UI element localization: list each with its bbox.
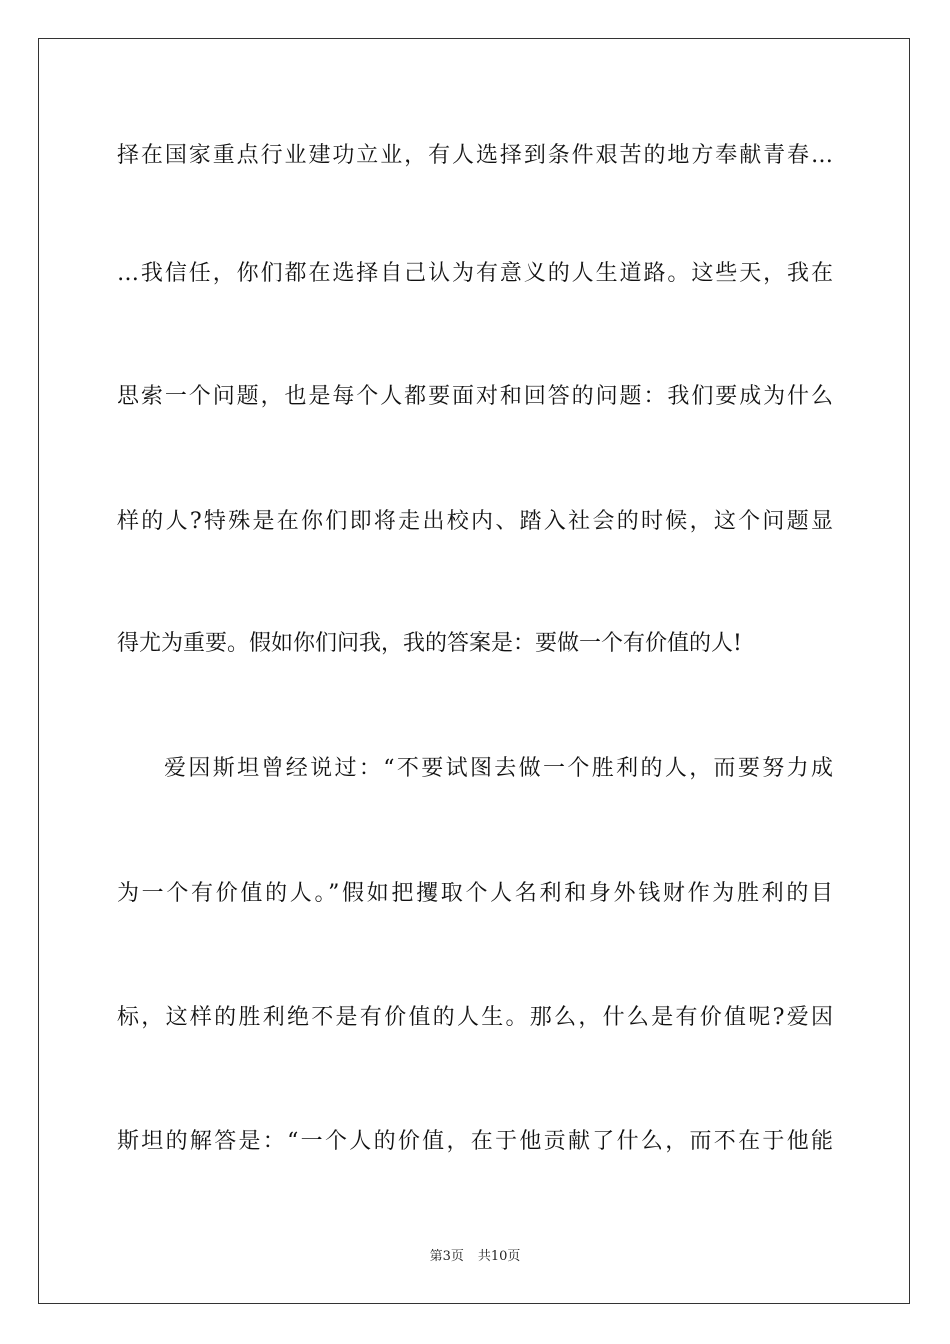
page-number: 第3页 xyxy=(429,1249,464,1264)
body-text-line: 斯坦的解答是：“一个人的价值，在于他贡献了什么，而不在于他能 xyxy=(117,1129,833,1154)
page-total: 共10页 xyxy=(477,1249,521,1264)
body-text-line: 为一个有价值的人。”假如把攫取个人名利和身外钱财作为胜利的目 xyxy=(117,881,833,906)
page-footer xyxy=(0,1248,950,1266)
body-text-line: 标，这样的胜利绝不是有价值的人生。那么，什么是有价值呢?爱因 xyxy=(117,1005,833,1030)
body-text-line: 样的人?特殊是在你们即将走出校内、踏入社会的时候，这个问题显 xyxy=(117,509,833,534)
body-text-line: 择在国家重点行业建功立业，有人选择到条件艰苦的地方奉献青春… xyxy=(117,143,833,168)
body-text-line: …我信任，你们都在选择自己认为有意义的人生道路。这些天，我在 xyxy=(117,261,833,286)
body-text-line: 思索一个问题，也是每个人都要面对和回答的问题：我们要成为什么 xyxy=(117,384,833,409)
page-border xyxy=(38,38,910,1304)
body-text-line: 得尤为重要。假如你们问我，我的答案是：要做一个有价值的人! xyxy=(117,631,742,656)
paragraph-first-line: 爱因斯坦曾经说过：“不要试图去做一个胜利的人，而要努力成 xyxy=(164,756,833,781)
